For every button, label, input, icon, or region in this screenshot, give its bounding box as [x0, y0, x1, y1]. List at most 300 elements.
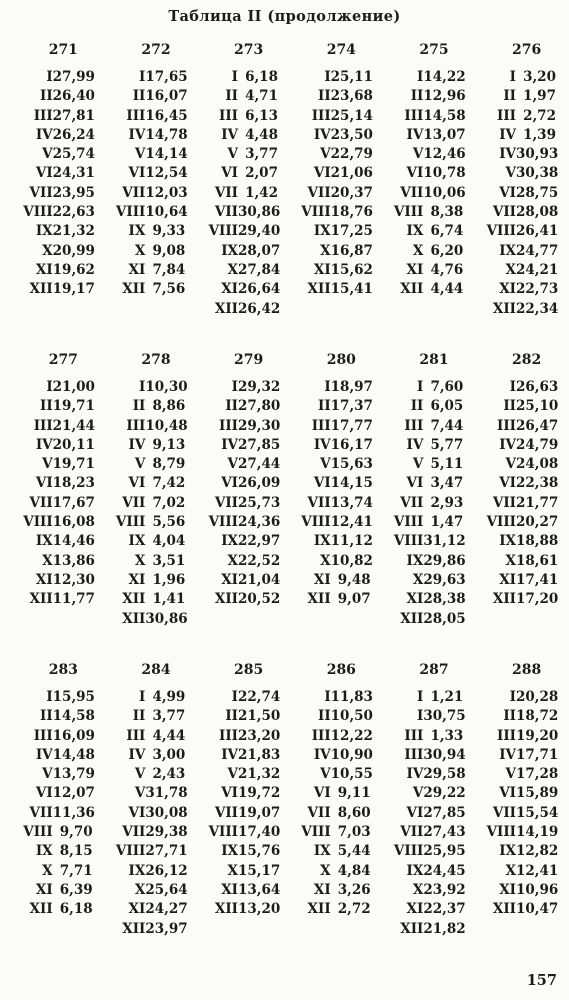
month-label: XII: [214, 901, 238, 918]
table-row: [14, 436, 105, 455]
cell-value: 30,38: [515, 165, 559, 182]
month-label: XII: [29, 281, 53, 298]
table-row: [199, 746, 290, 765]
month-label: VI: [35, 165, 53, 182]
month-label: X: [42, 242, 53, 259]
table-row: [199, 552, 290, 571]
cell-value: 28,08: [515, 204, 559, 221]
month-label: IX: [406, 862, 424, 879]
table-row: [292, 261, 383, 280]
cell-value: 19,72: [237, 785, 281, 802]
cell-value: 26,40: [52, 88, 95, 105]
month-label: XII: [29, 901, 53, 918]
table-row: [292, 145, 383, 164]
table-row: [477, 184, 568, 203]
month-label: V: [227, 766, 238, 783]
cell-value: 8,86: [152, 398, 186, 415]
table-row: [14, 532, 105, 551]
month-label: IX: [313, 843, 331, 860]
cell-value: 23,92: [423, 881, 466, 898]
table-row: [14, 184, 105, 203]
table-row: [385, 87, 476, 106]
month-label: VIII: [486, 223, 516, 240]
cell-value: 13,64: [237, 881, 281, 898]
cell-value: 4,99: [152, 689, 186, 705]
month-label: VI: [221, 165, 238, 182]
table-row: [292, 68, 383, 87]
table-row: [199, 280, 290, 299]
month-label: II: [318, 88, 331, 105]
table-row: [199, 862, 290, 881]
table-row: [477, 881, 568, 900]
month-label: IV: [128, 126, 146, 143]
cell-value: 26,41: [515, 223, 559, 240]
column-header: 282: [512, 352, 542, 368]
cell-value: 3,77: [152, 708, 186, 725]
month-label: IX: [128, 533, 146, 550]
month-label: VIII: [115, 843, 146, 860]
cell-value: 10,96: [515, 881, 559, 898]
table-row: [107, 126, 198, 145]
table-row: [199, 842, 290, 861]
month-label: XI: [406, 261, 424, 278]
month-label: VIII: [486, 514, 516, 531]
month-label: XII: [400, 920, 424, 937]
table-row: [385, 862, 476, 881]
cell-value: 5,77: [430, 436, 464, 453]
column-header: 287: [419, 662, 449, 678]
cell-value: 16,17: [330, 436, 373, 453]
table-row: [385, 513, 476, 532]
cell-value: 25,11: [330, 69, 373, 85]
table-row: [199, 397, 290, 416]
table-row: [14, 242, 105, 261]
table-row: [477, 164, 568, 183]
month-label: IX: [499, 242, 516, 259]
cell-value: 1,39: [523, 126, 556, 143]
table-row: [107, 203, 198, 222]
cell-value: 12,46: [423, 146, 466, 163]
month-label: XI: [313, 881, 331, 898]
month-label: II: [318, 398, 331, 415]
cell-value: 18,88: [515, 533, 559, 550]
cell-value: 12,22: [330, 727, 373, 744]
month-label: VIII: [393, 533, 424, 550]
column-header: 288: [512, 662, 542, 678]
cell-value: 4,84: [337, 862, 371, 879]
cell-value: 27,81: [52, 107, 95, 124]
cell-value: 4,48: [245, 126, 278, 143]
cell-value: 3,26: [337, 881, 371, 898]
month-label: XII: [29, 591, 53, 608]
month-label: X: [134, 552, 146, 569]
month-label: VII: [214, 184, 238, 201]
table-row: [199, 823, 290, 842]
table-row: [292, 222, 383, 241]
table-row: [14, 784, 105, 803]
cell-value: 24,79: [515, 436, 559, 453]
table-row: [477, 494, 568, 513]
cell-value: 25,95: [423, 843, 466, 860]
month-label: XI: [35, 571, 53, 588]
table-row: [14, 746, 105, 765]
cell-value: 23,95: [52, 184, 95, 201]
month-label: II: [225, 708, 238, 725]
cell-value: 26,63: [515, 379, 559, 395]
month-label: X: [505, 862, 516, 879]
table-column: [475, 352, 568, 629]
cell-value: 27,43: [423, 824, 466, 841]
table-row: [107, 823, 198, 842]
cell-value: 28,38: [423, 591, 466, 608]
cell-value: 23,68: [330, 88, 373, 105]
cell-value: 1,97: [523, 88, 556, 105]
month-label: XII: [400, 281, 424, 298]
table-row: [292, 552, 383, 571]
month-label: IV: [499, 146, 516, 163]
cell-value: 9,08: [152, 242, 186, 259]
column-header: 284: [141, 662, 171, 678]
cell-value: 20,99: [52, 242, 95, 259]
month-label: V: [134, 766, 146, 783]
month-label: III: [404, 746, 424, 763]
month-label: V: [42, 146, 53, 163]
table-row: [107, 397, 198, 416]
table-row: [477, 436, 568, 455]
month-label: I: [509, 379, 516, 395]
month-label: IV: [221, 436, 238, 453]
cell-value: 27,85: [237, 436, 281, 453]
table-row: [107, 881, 198, 900]
table-row: [477, 532, 568, 551]
table-row: [477, 823, 568, 842]
month-label: VII: [122, 494, 146, 511]
month-label: VII: [29, 494, 53, 511]
table-row: [477, 571, 568, 590]
month-label: XII: [122, 610, 146, 627]
cell-value: 21,00: [52, 379, 95, 395]
cell-value: 12,07: [52, 785, 95, 802]
month-label: VIII: [115, 514, 146, 531]
table-row: [107, 164, 198, 183]
cell-value: 28,75: [515, 184, 559, 201]
month-label: III: [126, 417, 146, 434]
month-label: VII: [29, 184, 53, 201]
table-row: [385, 397, 476, 416]
month-label: IV: [499, 746, 516, 763]
month-label: X: [320, 552, 331, 569]
table-row: [292, 184, 383, 203]
table-row: [199, 688, 290, 707]
cell-value: 22,34: [515, 300, 559, 317]
month-label: V: [320, 146, 331, 163]
month-label: III: [33, 417, 53, 434]
month-label: XII: [122, 920, 146, 937]
column-header: 273: [234, 42, 264, 58]
cell-value: 24,77: [515, 242, 559, 259]
month-label: X: [412, 881, 424, 898]
month-label: II: [40, 88, 53, 105]
month-label: V: [412, 456, 424, 473]
month-label: IX: [35, 843, 53, 860]
table-row: [477, 862, 568, 881]
table-column: [290, 42, 383, 319]
table-row: [477, 300, 568, 319]
cell-value: 15,41: [330, 281, 373, 298]
month-label: VII: [122, 184, 146, 201]
table-row: [292, 417, 383, 436]
cell-value: 19,71: [52, 398, 95, 415]
cell-value: 16,07: [145, 88, 188, 105]
cell-value: 26,12: [145, 862, 188, 879]
cell-value: 12,41: [330, 514, 373, 531]
cell-value: 12,03: [145, 184, 188, 201]
cell-value: 14,15: [330, 475, 373, 492]
table-row: [292, 494, 383, 513]
month-label: I: [417, 379, 424, 395]
cell-value: 20,28: [515, 689, 559, 705]
cell-value: 20,52: [237, 591, 281, 608]
table-row: [292, 842, 383, 861]
cell-value: 14,58: [52, 708, 95, 725]
month-label: X: [505, 261, 516, 278]
month-label: XII: [492, 901, 516, 918]
cell-value: 29,86: [423, 552, 466, 569]
cell-value: 3,47: [430, 475, 464, 492]
table-row: [107, 920, 198, 939]
table-row: [14, 823, 105, 842]
table-row: [14, 145, 105, 164]
page-number: 157: [526, 972, 557, 989]
month-label: II: [132, 398, 146, 415]
month-label: I: [324, 379, 331, 395]
month-label: III: [497, 107, 516, 124]
cell-value: 22,97: [237, 533, 281, 550]
table-row: [199, 300, 290, 319]
month-label: XI: [35, 881, 53, 898]
column-header: 281: [419, 352, 449, 368]
cell-value: 10,55: [330, 766, 373, 783]
table-row: [292, 455, 383, 474]
table-row: [385, 261, 476, 280]
table-row: [107, 746, 198, 765]
month-label: X: [320, 862, 331, 879]
cell-value: 13,20: [237, 901, 281, 918]
cell-value: 8,60: [337, 804, 371, 821]
cell-value: 15,62: [330, 261, 373, 278]
month-label: XII: [492, 300, 516, 317]
cell-value: 11,36: [52, 804, 95, 821]
month-label: IV: [128, 746, 146, 763]
cell-value: 7,44: [430, 417, 464, 434]
cell-value: 16,45: [145, 107, 188, 124]
table-row: [107, 765, 198, 784]
month-label: X: [227, 862, 238, 879]
month-label: II: [225, 398, 238, 415]
table-row: [292, 707, 383, 726]
month-label: VII: [400, 494, 424, 511]
month-label: I: [231, 379, 238, 395]
month-label: I: [324, 69, 331, 85]
cell-value: 21,77: [515, 494, 559, 511]
month-label: XII: [214, 300, 238, 317]
month-label: X: [134, 242, 146, 259]
cell-value: 9,70: [59, 824, 93, 841]
table-grid: [12, 352, 568, 629]
month-label: XI: [313, 261, 331, 278]
table-row: [107, 862, 198, 881]
cell-value: 16,09: [52, 727, 95, 744]
month-label: III: [219, 727, 238, 744]
cell-value: 7,02: [152, 494, 186, 511]
cell-value: 12,41: [515, 862, 559, 879]
month-label: VI: [499, 785, 516, 802]
page-title: Таблица II (продолжение): [168, 8, 401, 25]
month-label: IX: [221, 242, 238, 259]
table-row: [385, 571, 476, 590]
month-label: VIII: [208, 824, 238, 841]
month-label: VII: [307, 184, 331, 201]
month-label: IV: [313, 126, 331, 143]
month-label: II: [40, 708, 53, 725]
table-row: [107, 784, 198, 803]
table-row: [14, 87, 105, 106]
month-label: XI: [313, 571, 331, 588]
table-row: [477, 900, 568, 919]
cell-value: 14,78: [145, 126, 188, 143]
table-row: [14, 881, 105, 900]
month-label: IX: [313, 223, 331, 240]
month-label: III: [311, 727, 331, 744]
month-label: IX: [499, 843, 516, 860]
table-row: [292, 164, 383, 183]
table-row: [107, 68, 198, 87]
cell-value: 14,19: [515, 824, 559, 841]
month-label: III: [33, 727, 53, 744]
cell-value: 20,11: [52, 436, 95, 453]
table-column: [475, 662, 568, 939]
cell-value: 2,72: [523, 107, 556, 124]
cell-value: 22,63: [52, 204, 95, 221]
cell-value: 18,61: [515, 552, 559, 569]
cell-value: 27,80: [237, 398, 281, 415]
cell-value: 6,18: [59, 901, 93, 918]
table-row: [477, 784, 568, 803]
cell-value: 15,54: [515, 804, 559, 821]
table-row: [14, 590, 105, 609]
column-header: 278: [141, 352, 171, 368]
month-label: VI: [499, 475, 516, 492]
cell-value: 12,30: [52, 571, 95, 588]
month-label: VII: [307, 804, 331, 821]
table-row: [477, 397, 568, 416]
month-label: III: [219, 417, 238, 434]
table-row: [14, 261, 105, 280]
table-row: [385, 107, 476, 126]
month-label: II: [132, 708, 146, 725]
table-row: [14, 222, 105, 241]
cell-value: 17,25: [330, 223, 373, 240]
table-column: [475, 42, 568, 319]
month-label: III: [219, 107, 238, 124]
month-label: IV: [128, 436, 146, 453]
table-row: [14, 571, 105, 590]
cell-value: 10,47: [515, 901, 559, 918]
cell-value: 4,76: [430, 261, 464, 278]
cell-value: 1,47: [430, 514, 464, 531]
month-label: VIII: [23, 514, 53, 531]
table-row: [199, 145, 290, 164]
cell-value: 22,74: [237, 689, 281, 705]
table-row: [385, 222, 476, 241]
cell-value: 6,05: [430, 398, 464, 415]
month-label: I: [324, 689, 331, 705]
cell-value: 21,04: [237, 571, 281, 588]
month-label: VIII: [393, 204, 424, 221]
cell-value: 25,14: [330, 107, 373, 124]
table-column: [105, 352, 198, 629]
month-label: IV: [221, 746, 238, 763]
table-row: [385, 881, 476, 900]
cell-value: 2,93: [430, 494, 464, 511]
month-label: VIII: [393, 843, 424, 860]
table-row: [199, 474, 290, 493]
cell-value: 10,90: [330, 746, 373, 763]
cell-value: 11,77: [52, 591, 95, 608]
cell-value: 3,51: [152, 552, 186, 569]
table-row: [14, 455, 105, 474]
cell-value: 13,79: [52, 766, 95, 783]
cell-value: 5,44: [337, 843, 371, 860]
month-label: VI: [406, 165, 424, 182]
month-label: X: [412, 242, 424, 259]
cell-value: 25,74: [52, 146, 95, 163]
cell-value: 5,56: [152, 514, 186, 531]
table-column: [383, 662, 476, 939]
month-label: III: [126, 107, 146, 124]
table-row: [385, 164, 476, 183]
cell-value: 7,60: [430, 379, 464, 395]
cell-value: 4,44: [152, 727, 186, 744]
cell-value: 27,44: [237, 456, 281, 473]
cell-value: 17,71: [515, 746, 559, 763]
table-row: [107, 532, 198, 551]
cell-value: 14,46: [52, 533, 95, 550]
month-label: I: [417, 689, 424, 705]
cell-value: 19,07: [237, 804, 281, 821]
month-label: VI: [499, 184, 516, 201]
month-label: VI: [313, 165, 331, 182]
cell-value: 10,82: [330, 552, 373, 569]
cell-value: 14,48: [52, 746, 95, 763]
cell-value: 18,23: [52, 475, 95, 492]
column-header: 272: [141, 42, 171, 58]
cell-value: 12,96: [423, 88, 466, 105]
table-row: [385, 145, 476, 164]
month-label: IX: [128, 223, 146, 240]
table-row: [199, 513, 290, 532]
table-row: [199, 184, 290, 203]
month-label: X: [42, 862, 53, 879]
table-row: [107, 688, 198, 707]
month-label: V: [227, 146, 238, 163]
table-row: [292, 862, 383, 881]
cell-value: 9,13: [152, 436, 186, 453]
table-row: [477, 455, 568, 474]
cell-value: 26,09: [237, 475, 281, 492]
month-label: XII: [214, 591, 238, 608]
table-grid: [12, 42, 568, 319]
